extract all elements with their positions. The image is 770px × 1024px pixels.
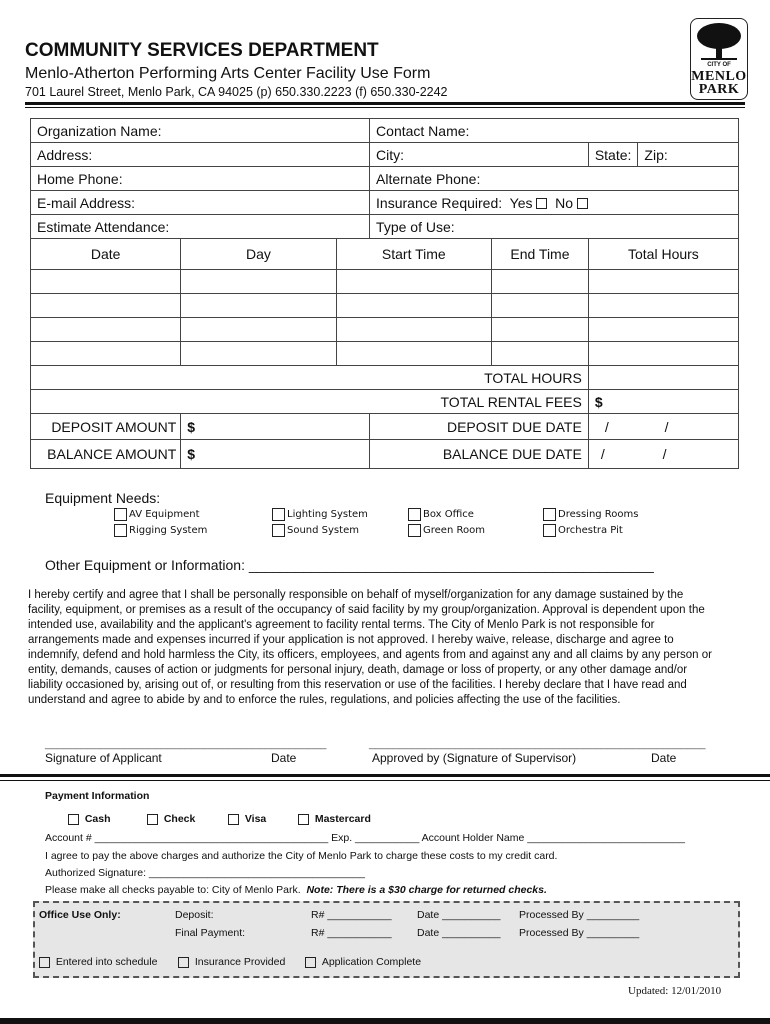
checkbox-icon[interactable] xyxy=(39,957,50,968)
office-receipt-field[interactable]: R# ___________ xyxy=(311,909,392,921)
address-field[interactable]: Address: xyxy=(31,143,370,167)
col-date-header: Date xyxy=(31,239,181,270)
header-divider-thin xyxy=(25,107,745,108)
deposit-amount-label: DEPOSIT AMOUNT xyxy=(31,414,181,440)
city-field[interactable]: City: xyxy=(370,143,589,167)
office-receipt-field[interactable]: R# ___________ xyxy=(311,927,392,939)
city-logo xyxy=(690,18,748,100)
zip-field[interactable]: Zip: xyxy=(638,143,739,167)
col-total-header: Total Hours xyxy=(588,239,738,270)
payment-check-option[interactable]: Check xyxy=(147,813,195,825)
logo-park: PARK xyxy=(698,82,740,97)
col-start-header: Start Time xyxy=(336,239,491,270)
col-day-header: Day xyxy=(181,239,336,270)
checkbox-icon[interactable] xyxy=(114,524,127,537)
office-deposit-label: Deposit: xyxy=(175,909,214,921)
returned-check-note: Note: There is a $30 charge for returned checks. xyxy=(306,884,547,896)
total-hours-value[interactable] xyxy=(588,366,738,390)
equipment-option[interactable]: Orchestra Pit xyxy=(543,524,623,537)
insurance-field xyxy=(370,191,739,215)
checkbox-icon[interactable] xyxy=(114,508,127,521)
supervisor-date-label: Date xyxy=(651,751,677,765)
email-field[interactable]: E-mail Address: xyxy=(31,191,370,215)
office-use-box xyxy=(33,901,740,978)
deposit-due-label: DEPOSIT DUE DATE xyxy=(370,414,589,440)
equipment-option[interactable]: Green Room xyxy=(408,524,485,537)
office-processed-field[interactable]: Processed By _________ xyxy=(519,927,640,939)
total-rental-fees-value[interactable]: $ xyxy=(588,390,738,414)
contact-name-field[interactable]: Contact Name: xyxy=(370,119,739,143)
payment-visa-option[interactable]: Visa xyxy=(228,813,266,825)
balance-amount-value[interactable]: $ xyxy=(181,440,370,469)
section-divider xyxy=(0,774,770,777)
application-complete-option[interactable]: Application Complete xyxy=(305,956,421,968)
checkbox-icon[interactable] xyxy=(408,524,421,537)
date-slash: / xyxy=(664,418,669,435)
total-hours-label: TOTAL HOURS xyxy=(31,366,589,390)
header-divider xyxy=(25,102,745,105)
footer-bar xyxy=(0,1018,770,1024)
checkbox-icon[interactable] xyxy=(543,524,556,537)
office-date-field[interactable]: Date __________ xyxy=(417,927,501,939)
col-end-header: End Time xyxy=(492,239,589,270)
checkbox-icon[interactable] xyxy=(68,814,79,825)
checkbox-icon[interactable] xyxy=(147,814,158,825)
entered-schedule-option[interactable]: Entered into schedule xyxy=(39,956,157,968)
applicant-signature-line[interactable]: ______________________________________________ xyxy=(45,738,327,750)
payment-cash-option[interactable]: Cash xyxy=(68,813,111,825)
date-slash: / xyxy=(604,418,609,435)
balance-amount-label: BALANCE AMOUNT xyxy=(31,440,181,469)
applicant-signature-label: Signature of Applicant xyxy=(45,751,162,765)
insurance-provided-option[interactable]: Insurance Provided xyxy=(178,956,285,968)
page-title: COMMUNITY SERVICES DEPARTMENT xyxy=(25,40,379,61)
date-slash: / xyxy=(662,446,667,462)
payment-mastercard-option[interactable]: Mastercard xyxy=(298,813,371,825)
equipment-option[interactable]: Sound System xyxy=(272,524,359,537)
account-number-line[interactable]: Account # ________________________________________ Exp. ___________ Account Holder Name ___________________________ xyxy=(45,832,685,844)
office-use-label: Office Use Only: xyxy=(39,909,121,921)
balance-due-value[interactable] xyxy=(588,440,738,469)
department-address: 701 Laurel Street, Menlo Park, CA 94025 (p) 650.330.2223 (f) 650.330-2242 xyxy=(25,85,448,99)
form-subtitle: Menlo-Atherton Performing Arts Center Facility Use Form xyxy=(25,65,431,82)
checkbox-icon[interactable] xyxy=(178,957,189,968)
logo-menlo: MENLO xyxy=(691,69,747,84)
home-phone-field[interactable]: Home Phone: xyxy=(31,167,370,191)
table-row xyxy=(31,342,739,366)
office-date-field[interactable]: Date __________ xyxy=(417,909,501,921)
checkbox-icon[interactable] xyxy=(228,814,239,825)
table-row xyxy=(31,294,739,318)
equipment-option[interactable]: Dressing Rooms xyxy=(543,508,639,521)
alt-phone-field[interactable]: Alternate Phone: xyxy=(370,167,739,191)
tree-icon xyxy=(691,19,747,63)
deposit-amount-value[interactable]: $ xyxy=(181,414,370,440)
authorized-signature-line[interactable]: Authorized Signature: _____________________________________ xyxy=(45,867,365,879)
section-divider-thin xyxy=(0,780,770,781)
checkbox-icon[interactable] xyxy=(272,508,285,521)
supervisor-signature-label: Approved by (Signature of Supervisor) xyxy=(372,751,577,765)
equipment-option[interactable]: Box Office xyxy=(408,508,474,521)
checkbox-icon[interactable] xyxy=(272,524,285,537)
total-rental-fees-label: TOTAL RENTAL FEES xyxy=(31,390,589,414)
office-final-payment-label: Final Payment: xyxy=(175,927,246,939)
deposit-due-value[interactable] xyxy=(588,414,738,440)
state-field[interactable]: State: xyxy=(588,143,638,167)
office-processed-field[interactable]: Processed By _________ xyxy=(519,909,640,921)
other-equipment-field[interactable]: Other Equipment or Information: ____________________________________________________ xyxy=(45,557,654,573)
org-name-field[interactable]: Organization Name: xyxy=(31,119,370,143)
applicant-info-table xyxy=(30,118,739,469)
insurance-yes-label: Yes xyxy=(509,194,533,211)
checks-payable-text: Please make all checks payable to: City of Menlo Park. Note: There is a $30 charge for returned checks. xyxy=(45,884,547,896)
payment-authorization-text: I agree to pay the above charges and authorize the City of Menlo Park to charge these costs to my credit card. xyxy=(45,850,558,862)
table-row xyxy=(31,318,739,342)
insurance-no-label: No xyxy=(555,194,574,211)
equipment-option[interactable]: Lighting System xyxy=(272,508,368,521)
type-of-use-field[interactable]: Type of Use: xyxy=(370,215,739,239)
equipment-heading: Equipment Needs: xyxy=(45,490,161,506)
insurance-yes-checkbox[interactable] xyxy=(536,198,547,209)
payment-heading: Payment Information xyxy=(45,790,150,802)
checkbox-icon[interactable] xyxy=(305,957,316,968)
supervisor-signature-line[interactable]: _______________________________________________________ xyxy=(369,738,706,750)
checkbox-icon[interactable] xyxy=(543,508,556,521)
insurance-no-checkbox[interactable] xyxy=(577,198,588,209)
balance-due-label: BALANCE DUE DATE xyxy=(370,440,589,469)
date-slash: / xyxy=(600,446,605,462)
insurance-label: Insurance Required: xyxy=(376,194,503,211)
logo-city-of: CITY OF xyxy=(707,62,731,68)
equipment-option[interactable]: Rigging System xyxy=(114,524,207,537)
updated-date: Updated: 12/01/2010 xyxy=(628,985,722,997)
checkbox-icon[interactable] xyxy=(298,814,309,825)
attendance-field[interactable]: Estimate Attendance: xyxy=(31,215,370,239)
equipment-option[interactable]: AV Equipment xyxy=(114,508,200,521)
certification-text: I hereby certify and agree that I shall be personally responsible on behalf of myself/organization for any damage sustained by the facility, equipment, or premises as a result of the occupancy of said facility by my group/organization. Approval is dependent upon the intended use, availability and the applicant's agreement to facility rental terms. The City of Menlo Park is not responsible for arrangements made and expenses incurred if your application is not approved. I hereby waive, release, discharge and agree to indemnify, defend and hold harmless the City, its officers, employees, and agents from and against any and all claims by any person or entity, demands, causes of action or judgments for personal injury, death, damage or loss of property, or any other damage and/or liability occasioned by, arising out of, or resulting from this reservation or use of the facilities. I hereby declare that I have read and understand and agree to abide by and to enforce the rules, regulations, and policies affecting the use of the facilities. xyxy=(28,589,712,706)
checkbox-icon[interactable] xyxy=(408,508,421,521)
table-row xyxy=(31,270,739,294)
applicant-date-label: Date xyxy=(271,751,297,765)
